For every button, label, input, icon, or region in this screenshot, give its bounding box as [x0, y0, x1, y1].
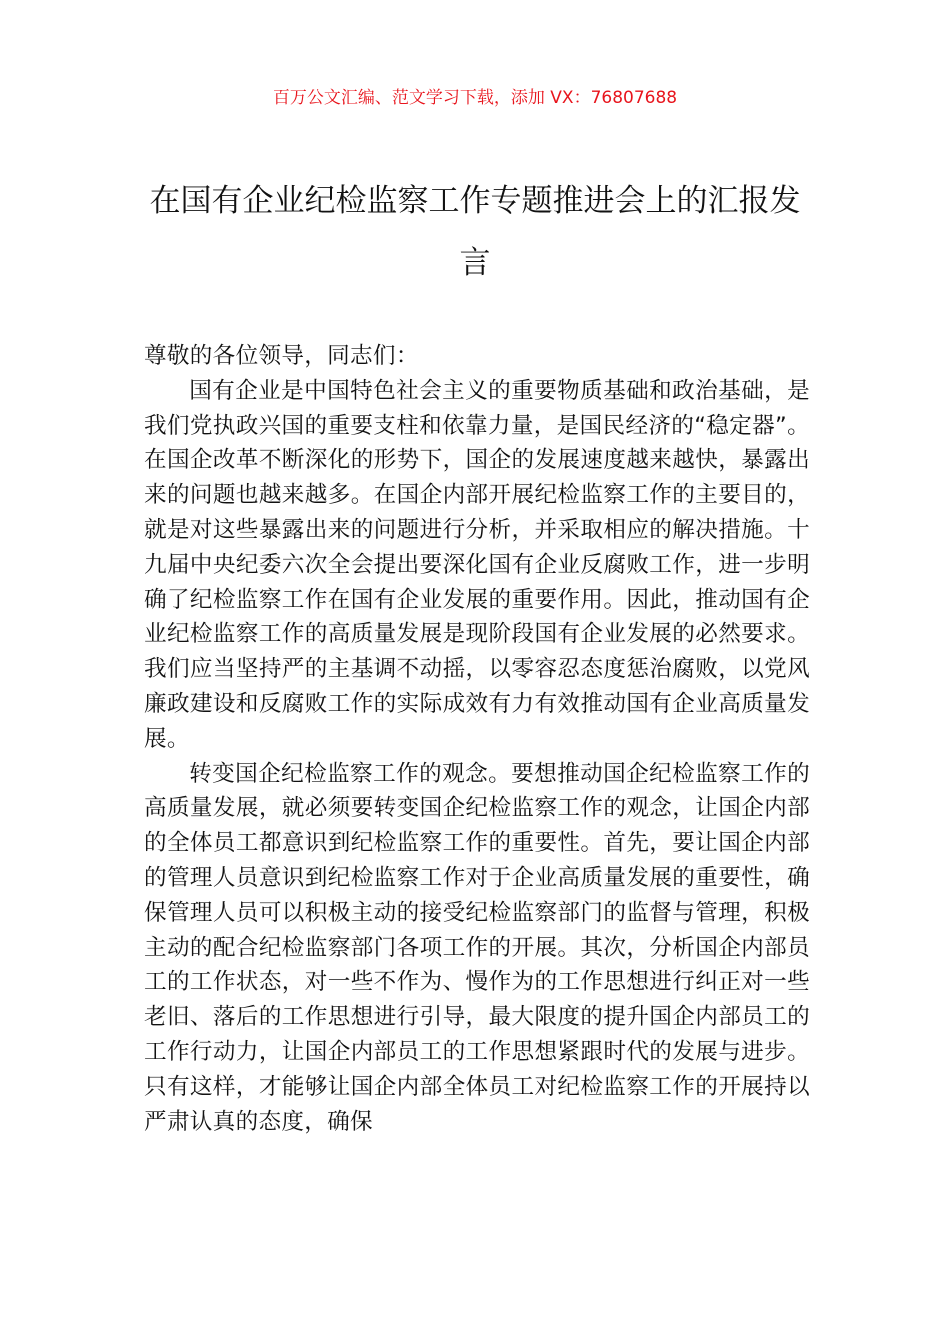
- salutation: 尊敬的各位领导，同志们：: [144, 343, 419, 369]
- document-title: 在国有企业纪检监察工作专题推进会上的汇报发言: [149, 183, 801, 281]
- watermark-text: 百万公文汇编、范文学习下载，添加 VX：76807688: [272, 88, 678, 108]
- document-body: [144, 339, 810, 1139]
- paragraph-concept: 转变国企纪检监察工作的观念。要想推动国企纪检监察工作的高质量发展，就必须要转变国企纪检监察工作的观念，让国企内部的全体员工都意识到纪检监察工作的重要性。首先，要让国企内部的管理人员意识到纪检监察工作对于企业高质量发展的重要性，确保管理人员可以积极主动的接受纪检监察部门的监督与管理，积极主动的配合纪检监察部门各项工作的开展。其次，分析国企内部员工的工作状态，对一些不作为、慢作为的工作思想进行纠正对一些老旧、落后的工作思想进行引导，最大限度的提升国企内部员工的工作行动力，让国企内部员工的工作思想紧跟时代的发展与进步。只有这样，才能够让国企内部全体员工对纪检监察工作的开展持以严肃认真的态度，确保: [144, 760, 810, 1135]
- paragraph-intro: 国有企业是中国特色社会主义的重要物质基础和政治基础，是我们党执政兴国的重要支柱和依靠力量，是国民经济的“稳定器”。在国企改革不断深化的形势下，国企的发展速度越来越快，暴露出来的问题也越来越多。在国企内部开展纪检监察工作的主要目的，就是对这些暴露出来的问题进行分析，并采取相应的解决措施。十九届中央纪委六次全会提出要深化国有企业反腐败工作，进一步明确了纪检监察工作在国有企业发展的重要作用。因此，推动国有企业纪检监察工作的高质量发展是现阶段国有企业发展的必然要求。我们应当坚持严的主基调不动摇，以零容忍态度惩治腐败，以党风廉政建设和反腐败工作的实际成效有力有效推动国有企业高质量发展。: [144, 377, 810, 752]
